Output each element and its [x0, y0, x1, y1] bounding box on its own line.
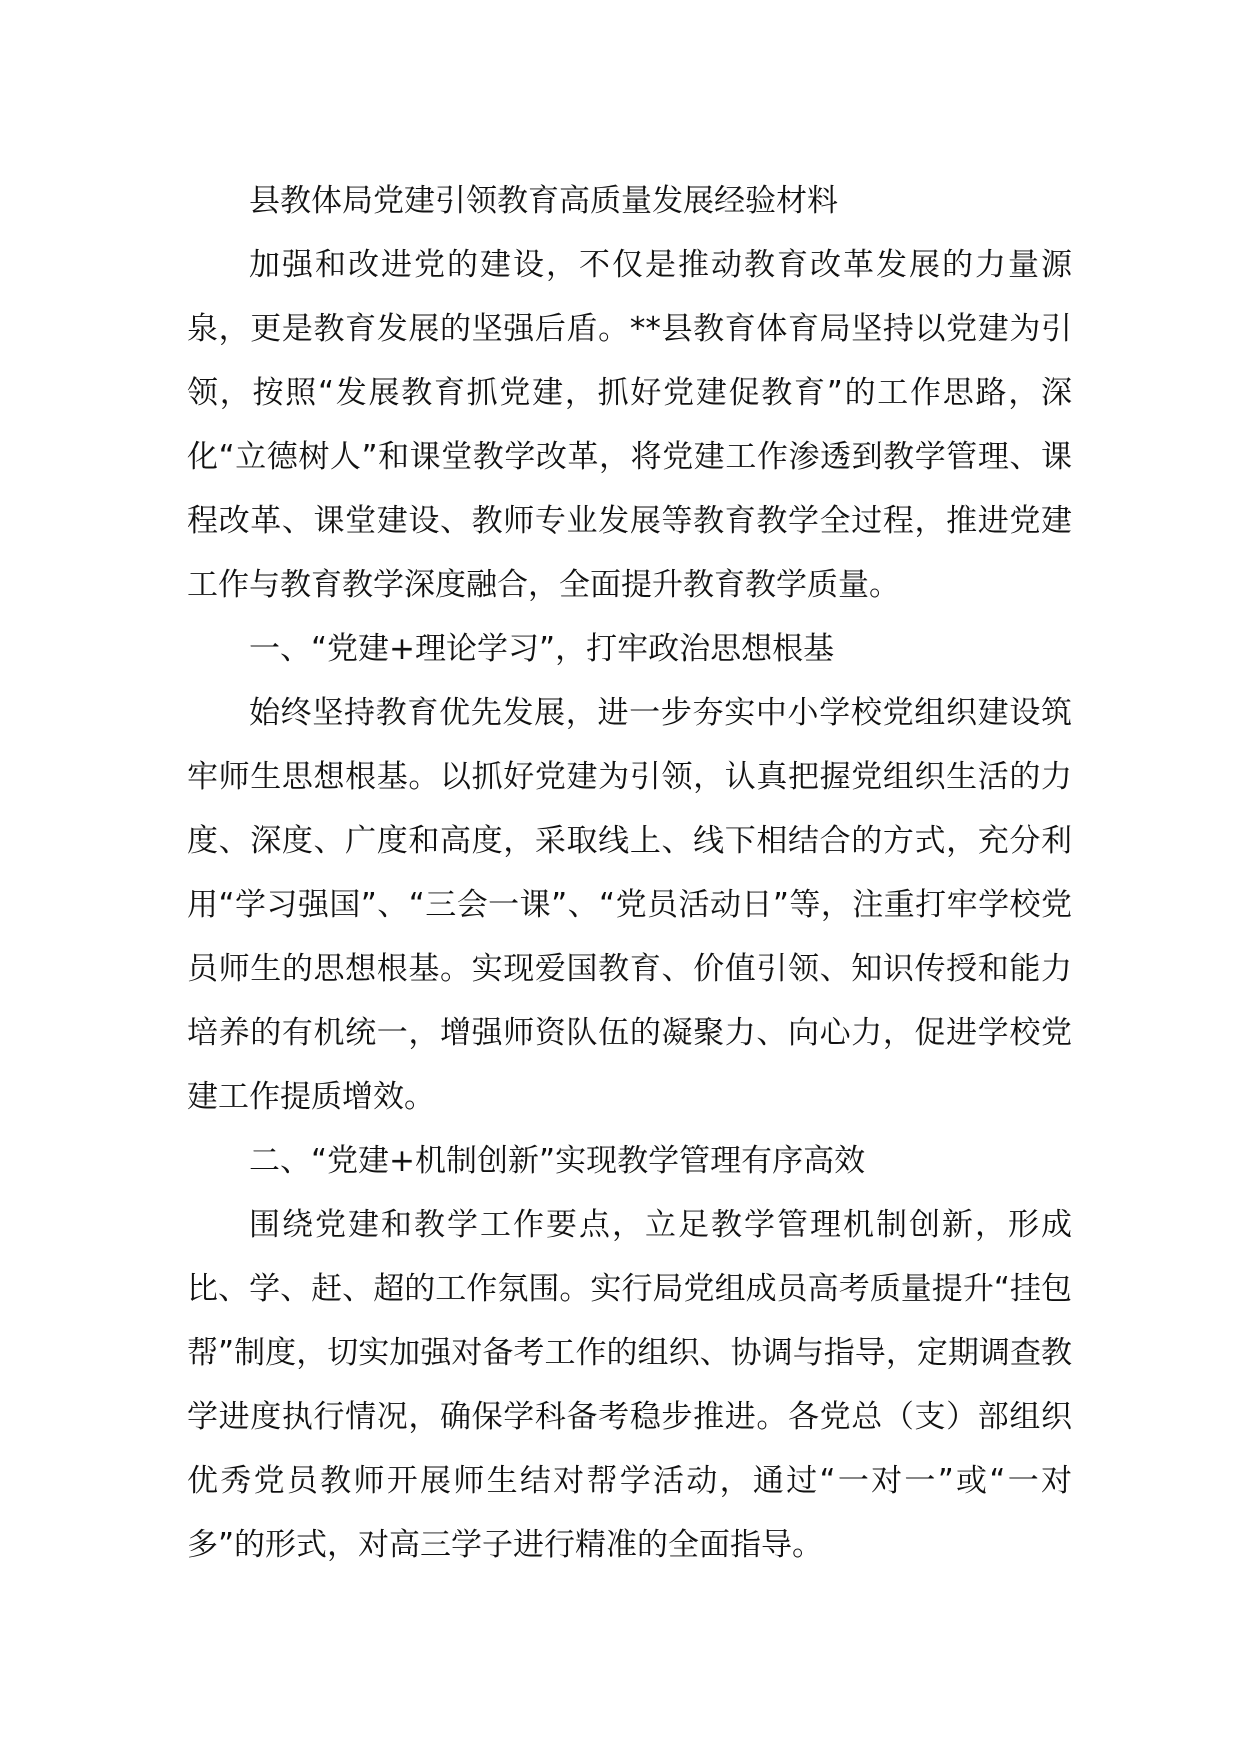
- document-title: 县教体局党建引领教育高质量发展经验材料: [249, 183, 838, 219]
- document-body: [187, 169, 1072, 1577]
- section-2-heading: 二、“党建+机制创新”实现教学管理有序高效: [249, 1143, 866, 1179]
- intro-paragraph: 加强和改进党的建设，不仅是推动教育改革发展的力量源泉，更是教育发展的坚强后盾。**县教育体育局坚持以党建为引领，按照“发展教育抓党建，抓好党建促教育”的工作思路，深化“立德树人”和课堂教学改革，将党建工作渗透到教学管理、课程改革、课堂建设、教师专业发展等教育教学全过程，推进党建工作与教育教学深度融合，全面提升教育教学质量。: [187, 247, 1072, 603]
- section-2-paragraph: 围绕党建和教学工作要点，立足教学管理机制创新，形成比、学、赶、超的工作氛围。实行局党组成员高考质量提升“挂包帮”制度，切实加强对备考工作的组织、协调与指导，定期调查教学进度执行情况，确保学科备考稳步推进。各党总（支）部组织优秀党员教师开展师生结对帮学活动，通过“一对一”或“一对多”的形式，对高三学子进行精准的全面指导。: [187, 1207, 1072, 1563]
- section-1-heading: 一、“党建+理论学习”，打牢政治思想根基: [249, 631, 835, 667]
- section-1-paragraph: 始终坚持教育优先发展，进一步夯实中小学校党组织建设筑牢师生思想根基。以抓好党建为引领，认真把握党组织生活的力度、深度、广度和高度，采取线上、线下相结合的方式，充分利用“学习强国”、“三会一课”、“党员活动日”等，注重打牢学校党员师生的思想根基。实现爱国教育、价值引领、知识传授和能力培养的有机统一，增强师资队伍的凝聚力、向心力，促进学校党建工作提质增效。: [187, 695, 1072, 1115]
